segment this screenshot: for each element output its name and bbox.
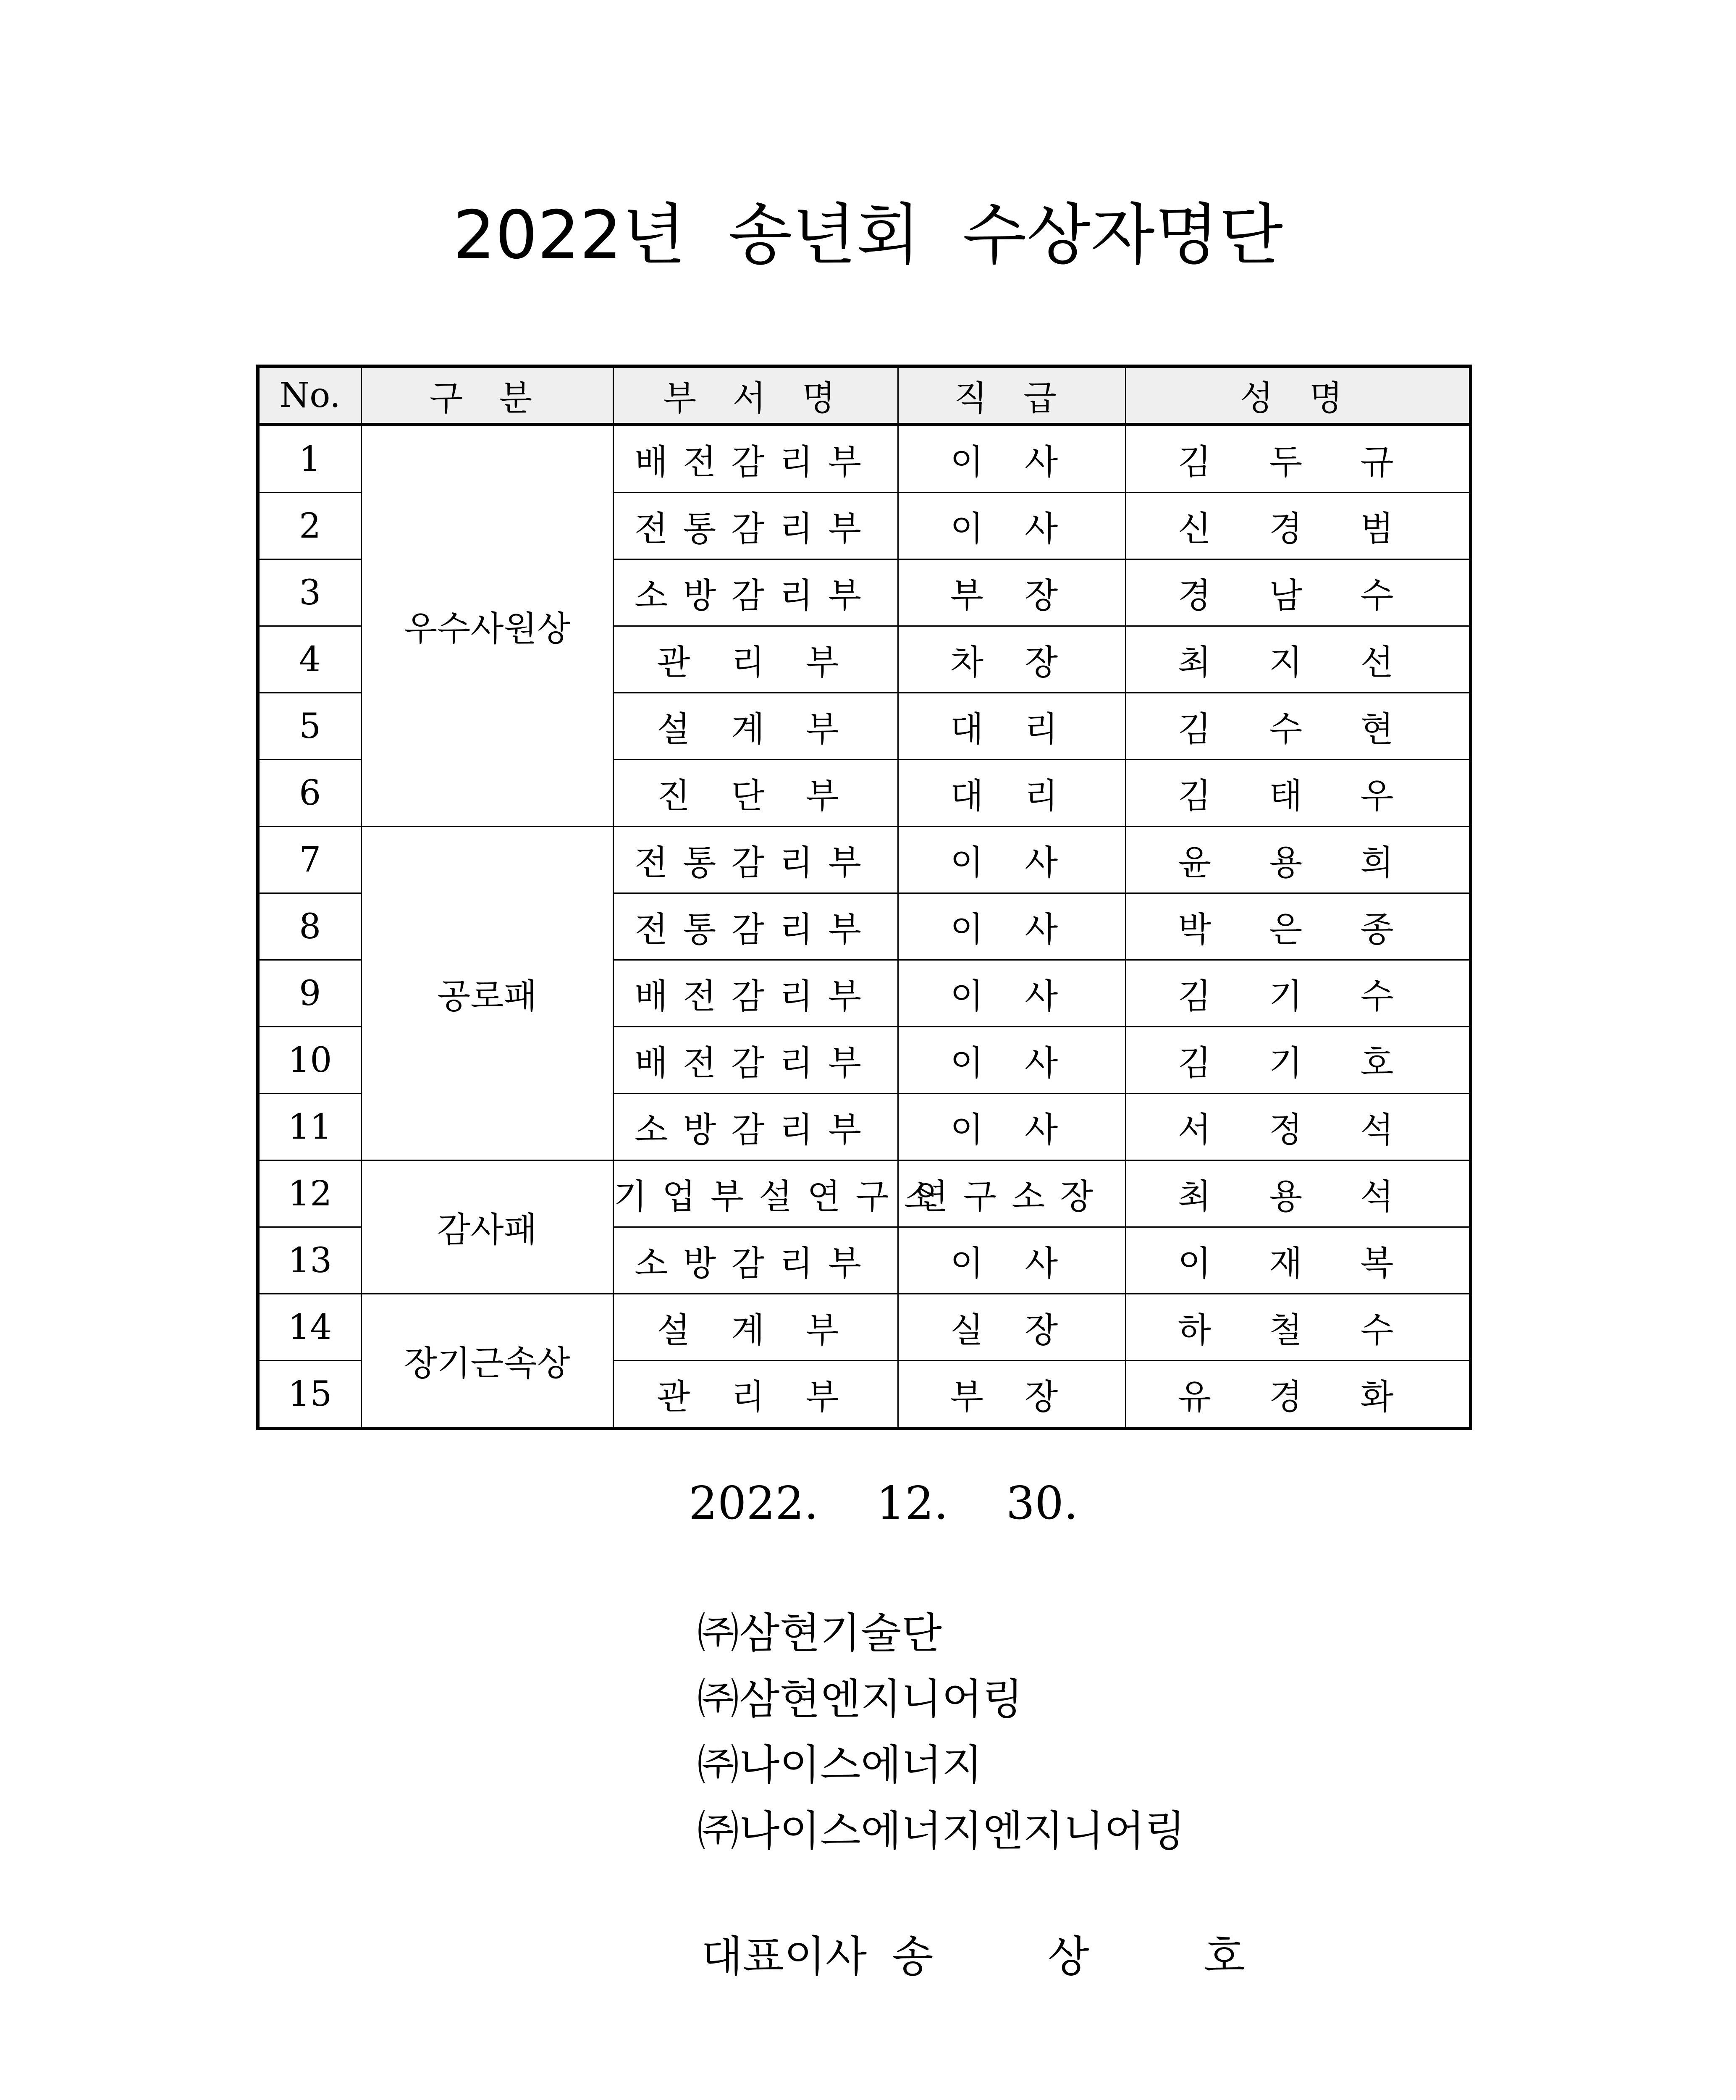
table-header-row (258, 366, 1471, 425)
cell-name: 김 태 우 (1125, 760, 1471, 827)
table-row (258, 827, 1471, 893)
table-row (258, 425, 1471, 493)
cell-no: 15 (258, 1361, 361, 1429)
cell-category: 감사패 (361, 1160, 613, 1294)
cell-position: 이 사 (898, 1027, 1125, 1094)
document-date: 2022. 12. 30. (689, 1477, 1078, 1530)
cell-department: 소방감리부 (613, 1227, 898, 1294)
cell-position: 부 장 (898, 559, 1125, 626)
cell-department: 설 계 부 (613, 1294, 898, 1361)
cell-name: 하 철 수 (1125, 1294, 1471, 1361)
cell-department: 배전감리부 (613, 960, 898, 1027)
cell-name: 유 경 화 (1125, 1361, 1471, 1429)
cell-department: 배전감리부 (613, 1027, 898, 1094)
cell-position: 차 장 (898, 626, 1125, 693)
cell-position: 부 장 (898, 1361, 1125, 1429)
cell-position: 이 사 (898, 893, 1125, 960)
company-name: ㈜삼현엔지니어링 (697, 1675, 1023, 1724)
cell-department: 관 리 부 (613, 626, 898, 693)
company-name: ㈜나이스에너지 (697, 1740, 983, 1790)
cell-name: 최 용 석 (1125, 1160, 1471, 1227)
company-list (697, 1600, 1185, 1864)
cell-position: 이 사 (898, 960, 1125, 1027)
cell-position: 연구소장 (898, 1160, 1125, 1227)
cell-department: 소방감리부 (613, 1094, 898, 1160)
cell-position: 이 사 (898, 425, 1125, 493)
cell-category: 장기근속상 (361, 1294, 613, 1429)
cell-no: 5 (258, 693, 361, 760)
cell-no: 14 (258, 1294, 361, 1361)
cell-position: 이 사 (898, 1227, 1125, 1294)
cell-name: 서 정 석 (1125, 1094, 1471, 1160)
cell-no: 7 (258, 827, 361, 893)
cell-department: 전통감리부 (613, 893, 898, 960)
cell-no: 4 (258, 626, 361, 693)
header-no: No. (258, 366, 361, 425)
cell-position: 이 사 (898, 1094, 1125, 1160)
cell-no: 2 (258, 493, 361, 559)
table-body (258, 425, 1471, 1428)
cell-name: 윤 용 희 (1125, 827, 1471, 893)
table-row (258, 1294, 1471, 1361)
cell-name: 최 지 선 (1125, 626, 1471, 693)
cell-position: 이 사 (898, 493, 1125, 559)
cell-no: 12 (258, 1160, 361, 1227)
cell-department: 배전감리부 (613, 425, 898, 493)
cell-no: 1 (258, 425, 361, 493)
cell-name: 경 남 수 (1125, 559, 1471, 626)
cell-no: 6 (258, 760, 361, 827)
cell-department: 진 단 부 (613, 760, 898, 827)
page-title: 2022년 송년회 수상자명단 (453, 197, 1283, 274)
cell-name: 김 두 규 (1125, 425, 1471, 493)
cell-no: 10 (258, 1027, 361, 1094)
ceo-name: 송 상 호 (892, 1932, 1295, 1982)
cell-department: 설 계 부 (613, 693, 898, 760)
cell-name: 김 기 호 (1125, 1027, 1471, 1094)
cell-no: 3 (258, 559, 361, 626)
cell-no: 11 (258, 1094, 361, 1160)
cell-category: 공로패 (361, 827, 613, 1160)
cell-name: 김 수 현 (1125, 693, 1471, 760)
cell-name: 신 경 범 (1125, 493, 1471, 559)
cell-department: 소방감리부 (613, 559, 898, 626)
cell-position: 대 리 (898, 760, 1125, 827)
cell-name: 이 재 복 (1125, 1227, 1471, 1294)
cell-no: 13 (258, 1227, 361, 1294)
cell-department: 관 리 부 (613, 1361, 898, 1429)
company-name: ㈜나이스에너지엔지니어링 (697, 1806, 1185, 1856)
cell-department: 기업부설연구소 (613, 1160, 898, 1227)
cell-name: 박 은 종 (1125, 893, 1471, 960)
cell-category: 우수사원상 (361, 425, 613, 827)
cell-position: 이 사 (898, 827, 1125, 893)
header-position: 직 급 (898, 366, 1125, 425)
cell-department: 전통감리부 (613, 827, 898, 893)
cell-no: 9 (258, 960, 361, 1027)
cell-position: 실 장 (898, 1294, 1125, 1361)
header-category: 구 분 (361, 366, 613, 425)
cell-department: 전통감리부 (613, 493, 898, 559)
table-row (258, 1160, 1471, 1227)
company-name: ㈜삼현기술단 (697, 1609, 942, 1658)
ceo-signature-line (701, 1928, 1295, 1987)
header-name: 성 명 (1125, 366, 1471, 425)
cell-name: 김 기 수 (1125, 960, 1471, 1027)
ceo-title: 대표이사 (701, 1932, 867, 1982)
cell-no: 8 (258, 893, 361, 960)
awards-table (256, 365, 1472, 1430)
header-department: 부 서 명 (613, 366, 898, 425)
cell-position: 대 리 (898, 693, 1125, 760)
